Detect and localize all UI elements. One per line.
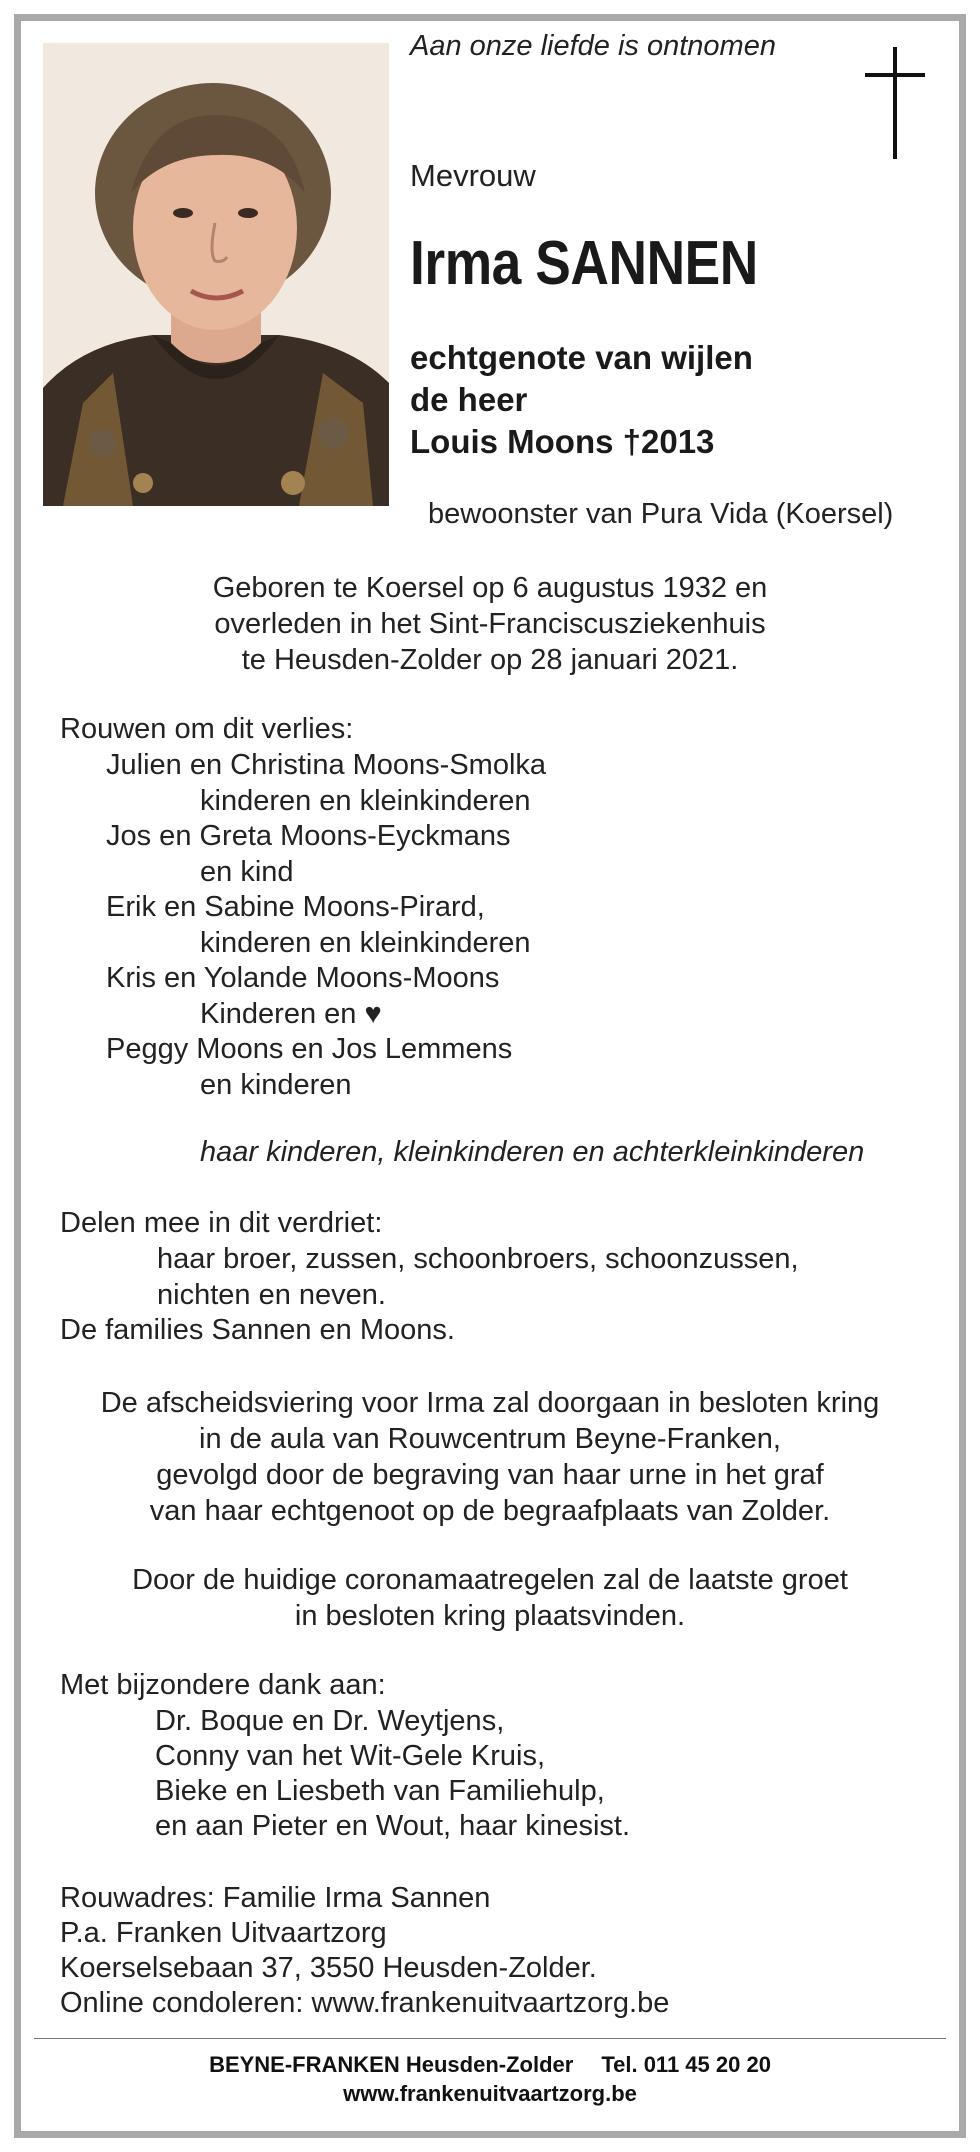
footer-company: BEYNE-FRANKEN Heusden-Zolder [209,2052,574,2077]
cross-icon [855,45,955,165]
spouse-info [410,337,753,463]
address-line: P.a. Franken Uitvaartzorg [60,1917,387,1949]
family-name: Julien en Christina Moons-Smolka [106,749,547,781]
birth-death-line: te Heusden-Zolder op 28 januari 2021. [241,644,739,676]
deceased-name: Irma SANNEN [410,229,758,298]
ceremony-block [0,1385,980,1529]
spouse-line: de heer [410,381,528,418]
family-name: Jos en Greta Moons-Eyckmans [106,820,511,852]
corona-line: in besloten kring plaatsvinden. [294,1600,686,1632]
ceremony-line: van haar echtgenoot op de begraafplaats van Zolder. [149,1495,831,1527]
spouse-line: echtgenote van wijlen [410,339,753,376]
portrait-photo [43,43,389,506]
spouse-line: Louis Moons †2013 [410,423,715,460]
corona-line: Door de huidige coronamaatregelen zal de laatste groet [132,1564,848,1596]
family-sub: en kinderen [200,1069,352,1101]
corona-block [0,1562,980,1634]
sharing-line: haar broer, zussen, schoonbroers, schoonzussen, [157,1243,799,1275]
address-line: Koerselsebaan 37, 3550 Heusden-Zolder. [60,1952,597,1984]
birth-death-line: overleden in het Sint-Franciscusziekenhuis [214,608,766,640]
birth-death-block [0,570,980,678]
sharing-families: De families Sannen en Moons. [60,1314,455,1346]
ceremony-line: gevolgd door de begraving van haar urne in het graf [156,1459,824,1491]
family-name: Kris en Yolande Moons-Moons [106,962,500,994]
family-sub: Kinderen en ♥ [200,998,382,1030]
mourners-heading: Rouwen om dit verlies: [60,713,354,745]
residence: bewoonster van Pura Vida (Koersel) [428,498,894,530]
honorific: Mevrouw [410,158,536,193]
family-name: Erik en Sabine Moons-Pirard, [106,891,485,923]
thanks-line: Dr. Boque en Dr. Weytjens, [155,1705,505,1737]
ceremony-line: in de aula van Rouwcentrum Beyne-Franken, [199,1423,781,1455]
address-line: Online condoleren: www.frankenuitvaartzorg.be [60,1987,670,2019]
mourners-summary: haar kinderen, kleinkinderen en achterkleinkinderen [200,1136,865,1168]
family-sub: kinderen en kleinkinderen [200,927,531,959]
thanks-line: en aan Pieter en Wout, haar kinesist. [155,1810,631,1842]
family-sub: en kind [200,856,294,888]
footer-phone: Tel. 011 45 20 20 [601,2052,771,2077]
portrait-illustration [43,43,389,506]
sharing-heading: Delen mee in dit verdriet: [60,1207,383,1239]
family-sub: kinderen en kleinkinderen [200,785,531,817]
address-line: Rouwadres: Familie Irma Sannen [60,1882,491,1914]
footer-website: www.frankenuitvaartzorg.be [343,2081,637,2106]
thanks-line: Bieke en Liesbeth van Familiehulp, [155,1775,605,1807]
birth-death-line: Geboren te Koersel op 6 augustus 1932 en [212,572,768,604]
thanks-heading: Met bijzondere dank aan: [60,1669,386,1701]
thanks-line: Conny van het Wit-Gele Kruis, [155,1740,546,1772]
ceremony-line: De afscheidsviering voor Irma zal doorgaan in besloten kring [100,1387,880,1419]
sharing-line: nichten en neven. [157,1279,386,1311]
intro-text: Aan onze liefde is ontnomen [410,30,776,62]
family-name: Peggy Moons en Jos Lemmens [106,1033,513,1065]
footer-company-line [0,2052,980,2078]
footer-divider [34,2038,946,2039]
